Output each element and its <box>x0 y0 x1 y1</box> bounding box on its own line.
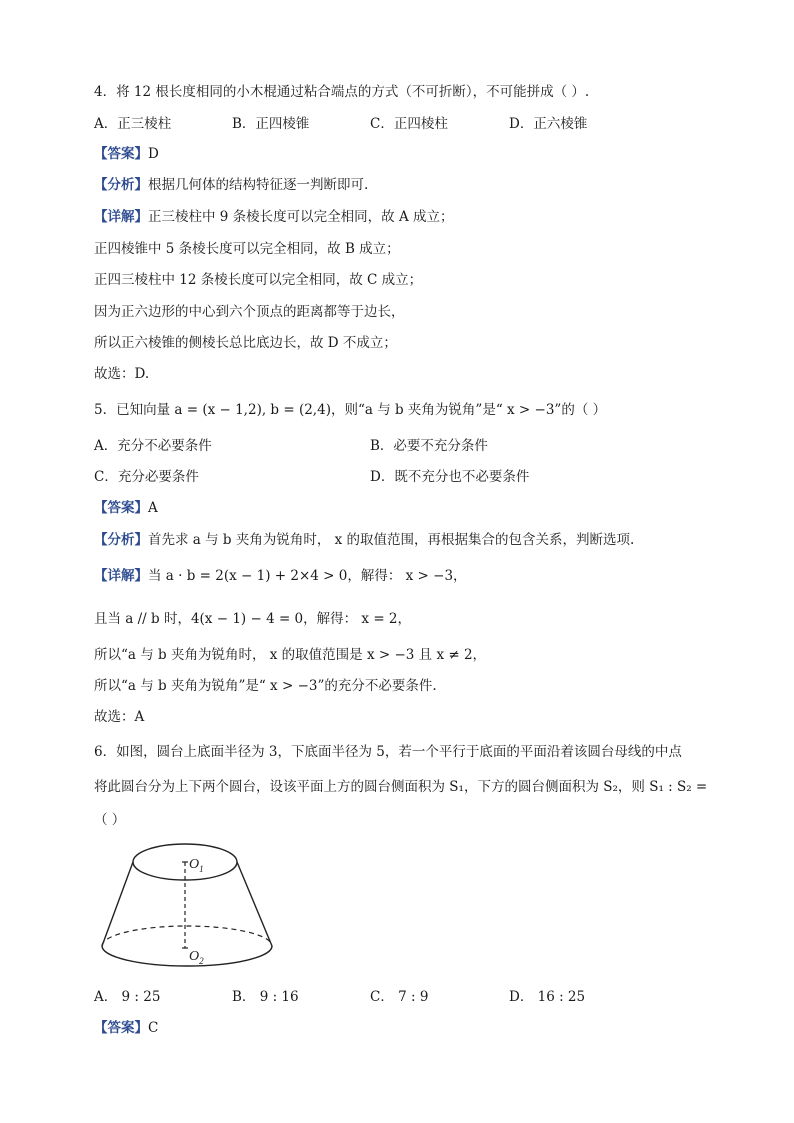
detail-tag: 【详解】 <box>94 568 148 584</box>
detail-text: 正三棱柱中 9 条棱长度可以完全相同，故 A 成立； <box>148 209 454 225</box>
q5-option-b: B．必要不充分条件 <box>370 438 488 454</box>
left-generatrix <box>102 862 133 946</box>
q5-option-a: A．充分不必要条件 <box>94 438 212 454</box>
answer-value: D <box>148 146 159 162</box>
q4-detail-3: 正四三棱柱中 12 条棱长度可以完全相同，故 C 成立； <box>94 272 423 288</box>
detail-text: 当 a · b = 2(x − 1) + 2×4 > 0，解得： x > −3， <box>148 568 467 584</box>
q4-detail-1 <box>94 207 454 227</box>
q4-detail-4: 因为正六边形的中心到六个顶点的距离都等于边长， <box>94 304 405 320</box>
q5-detail-4: 所以“a 与 b 夹角为锐角”是“ x > −3”的充分不必要条件. <box>94 678 437 694</box>
label-o2: $O_2$ <box>189 949 204 966</box>
q5-option-d: D．既不充分也不必要条件 <box>370 469 530 485</box>
q5-choice: 故选：A <box>94 709 145 725</box>
analysis-text: 首先求 a 与 b 夹角为锐角时， x 的取值范围，再根据集合的包含关系，判断选项. <box>148 532 635 548</box>
q6-option-c: C． 7 : 9 <box>370 989 429 1005</box>
answer-tag: 【答案】 <box>94 500 148 516</box>
q6-option-d: D． 16 : 25 <box>509 989 586 1005</box>
q4-detail-5: 所以正六棱锥的侧棱长总比底边长，故 D 不成立； <box>94 335 397 351</box>
q5-stem: 5．已知向量 a = (x − 1,2), b = (2,4)，则“a 与 b 夹角为锐角”是“ x > −3”的（ ） <box>94 402 607 418</box>
q6-option-b: B． 9 : 16 <box>232 989 299 1005</box>
q6-stem-1: 6．如图，圆台上底面半径为 3，下底面半径为 5，若一个平行于底面的平面沿着该圆台母线的中点 <box>94 744 682 760</box>
q4-detail-2: 正四棱锥中 5 条棱长度可以完全相同，故 B 成立； <box>94 241 400 257</box>
q5-detail-1 <box>94 566 467 586</box>
q5-answer <box>94 498 158 518</box>
answer-tag: 【答案】 <box>94 1020 148 1036</box>
bottom-base-front-arc <box>102 946 272 966</box>
detail-tag: 【详解】 <box>94 209 148 225</box>
q5-option-c: C．充分必要条件 <box>94 469 199 485</box>
q4-option-c: C．正四棱柱 <box>370 116 448 132</box>
q4-stem: 4．将 12 根长度相同的小木棍通过粘合端点的方式（不可折断），不可能拼成（ ）. <box>94 84 590 100</box>
q5-analysis <box>94 530 634 550</box>
q4-answer <box>94 144 159 164</box>
label-o1: $O_1$ <box>189 857 204 874</box>
bottom-base-back-arc <box>102 926 272 946</box>
q4-option-a: A．正三棱柱 <box>94 116 172 132</box>
frustum-figure <box>96 838 282 970</box>
analysis-tag: 【分析】 <box>94 177 148 193</box>
q4-option-d: D．正六棱锥 <box>509 116 588 132</box>
answer-value: A <box>148 500 158 516</box>
analysis-tag: 【分析】 <box>94 532 148 548</box>
answer-tag: 【答案】 <box>94 146 148 162</box>
q5-detail-2: 且当 a // b 时，4(x − 1) − 4 = 0，解得： x = 2， <box>94 611 412 627</box>
q6-stem-3: （ ） <box>94 812 126 828</box>
q4-analysis <box>94 175 368 195</box>
q4-option-b: B．正四棱锥 <box>232 116 310 132</box>
q5-detail-3: 所以“a 与 b 夹角为锐角时， x 的取值范围是 x > −3 且 x ≠ 2， <box>94 647 487 663</box>
q6-option-a: A． 9 : 25 <box>94 989 161 1005</box>
analysis-text: 根据几何体的结构特征逐一判断即可. <box>148 177 369 193</box>
right-generatrix <box>237 862 272 946</box>
q6-stem-2: 将此圆台分为上下两个圆台，设该平面上方的圆台侧面积为 S₁，下方的圆台侧面积为 S₂，则 S₁ : S₂ = <box>94 779 708 795</box>
answer-value: C <box>148 1020 159 1036</box>
q6-answer <box>94 1018 158 1038</box>
q4-choice: 故选：D. <box>94 366 150 382</box>
